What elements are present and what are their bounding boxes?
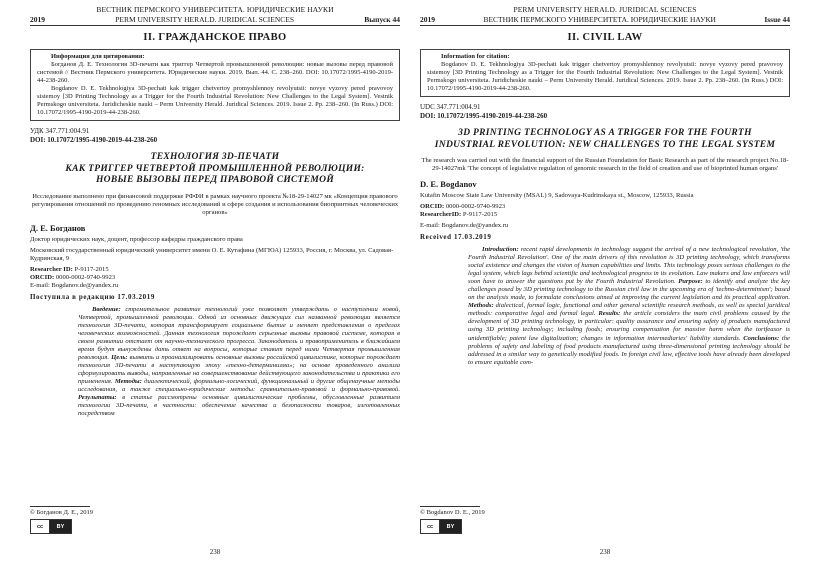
abstract-label: Введение: (92, 305, 121, 313)
author-degree: Доктор юридических наук, доцент, профессор кафедры гражданского права (30, 235, 243, 243)
right-page (420, 0, 790, 580)
abstract-label: Методы: (114, 377, 142, 385)
orcid: 0000-0002-9740-9923 (55, 273, 116, 281)
abstract-label: Purpose: (678, 278, 703, 286)
abstract (78, 306, 400, 419)
researcher-id-label: ResearcherID: (420, 211, 462, 218)
page-number: 238 (599, 548, 611, 556)
orcid-label: ORCID: (420, 203, 445, 210)
abstract-text: the problems of safety and labeling of food products manufactured using three-dimensional printing technology should be addressed in a similar way to genetically modified foods. In foreign civil law, effective tools have already been developed to ensure equitable com- (468, 334, 790, 366)
article-title (30, 152, 400, 187)
udc: UDC 347.771:004.91 (420, 103, 481, 111)
title-line: КАК ТРИГГЕР ЧЕТВЕРТОЙ ПРОМЫШЛЕННОЙ РЕВОЛЮЦИИ: (65, 163, 365, 174)
footnote-rule (30, 506, 90, 507)
citation-en: Bogdanov D. E. Tekhnologiya 3D-pechati kak trigger chetvertoy promyshlennoy revolyutsii: novye vyzovy pered pravovoy sistemoy [3D Printing Technology as a Trigger for the Fourth Industrial Revolution: New Challenges to the Legal System]. Vestnik Permskogo universiteta. Juridicheskie nauki – Perm University Herald. Juridical Sciences. 2019. Issue 2. Pp. 238–260. (In Russ.) DOI: 10.17072/1995-4190-2019-44-238-260. (37, 85, 393, 116)
title-line: ТЕХНОЛОГИЯ 3D-ПЕЧАТИ (150, 152, 280, 162)
journal-header: PERM UNIVERSITY HERALD. JURIDICAL SCIENCES (513, 5, 697, 14)
doi: DOI: 10.17072/1995-4190-2019-44-238-260 (30, 135, 158, 144)
copyright-block (420, 506, 790, 534)
by-label: BY (440, 520, 461, 533)
abstract-label: Результаты: (78, 394, 117, 402)
citation-ru: Богданов Д. Е. Технология 3D-печати как триггер Четвертой промышленной революции: новые вызовы перед правовой системой // Вестник Пермского университета. Юридические науки. 2019. Вып. 44. C. 238–260. DOI: 10.17072/1995-4190-2019-44-238-260. (37, 61, 393, 84)
udc: УДК 347.771:004.91 (30, 127, 90, 135)
title-line: INDUSTRIAL REVOLUTION: NEW CHALLENGES TO THE LEGAL SYSTEM (434, 139, 776, 150)
copyright: © Богданов Д. Е., 2019 (30, 509, 94, 516)
author-affiliation: Московский государственный юридический университет имени О. Е. Кутафина (МГЮА) 125933, Россия, г. Москва, ул. Садовая-Кудринская, 9 (30, 246, 394, 262)
grant-note: Исследование выполнено при финансовой поддержке РФФИ в рамках научного проекта №18-29-14027 мк «Концепция правового регулирования отношений по проведению геномных исследований и сфере создания и использования биопринтных человеческих органов» (31, 192, 399, 216)
journal-title-en: PERM UNIVERSITY HERALD. JURIDICAL SCIENCES (115, 15, 295, 24)
citation-box (420, 49, 790, 97)
abstract-text: recent rapid developments in technology suggest the arrival of a new technological revolution, 'the Fourth Industrial Revolution'. One of the main drivers of this revolution is 3D printing technology, which transforms social existence and changes the vision of human capabilities and limits. This technology poses serious challenges to the legal system, which lags behind scientific and technological progress in its evolution. Law makers and law enforcers will soon have to answer the questions put by the Fourth Industrial Revolution. (468, 246, 790, 286)
doi: DOI: 10.17072/1995-4190-2019-44-238-260 (420, 111, 548, 120)
journal-title-ru: ВЕСТНИК ПЕРМСКОГО УНИВЕРСИТЕТА. ЮРИДИЧЕСКИЕ НАУКИ (483, 15, 716, 24)
abstract-text: the article considers the main civil problems caused by the development of 3D printing technology, in particular: quality assurance and ensuring safety of products manufactured using 3D printing technology; including foods; ensuring compensation for massive harm when the tortfeasor is unidentifiable; patent law digitalization; changes in information intermediaries' liability standards. (468, 310, 790, 342)
author-name: Д. Е. Богданов (30, 222, 86, 233)
citation-title: Information for citation: (441, 53, 510, 60)
author-info (30, 236, 400, 290)
abstract-paragraph (78, 306, 400, 419)
abstract-text: стремительное развитие технологий уже позволяет утверждать о наступлении новой, Четвертой, промышленной революции. Одной из основных движущих сил названной революции является технология 3D-печати, которая трансформирует социальное бытие и меняет представления о пределах человеческих возможностей. Данная технология порождает серьезные вызовы правовой системе, которая в своем развитии отстает от научно-технического прогресса. Законодатель и правоприменитель в ближайшем время будут вынуждены дать ответ на вопросы, которые ставит перед ними Четвертая промышленная революция. (78, 305, 400, 361)
title-line: 3D PRINTING TECHNOLOGY AS A TRIGGER FOR THE FOURTH (458, 128, 752, 138)
title-line: НОВЫЕ ВЫЗОВЫ ПЕРЕД ПРАВОВОЙ СИСТЕМОЙ (95, 175, 335, 185)
footnote-rule (420, 506, 480, 507)
researcher-id: P-9117-2015 (74, 265, 109, 273)
copyright-block (30, 506, 400, 534)
author-name: D. E. Bogdanov (420, 179, 477, 189)
orcid: 0000-0002-9740-9923 (445, 203, 506, 210)
author-info (420, 192, 790, 230)
issue: Выпуск 44 (364, 15, 400, 24)
copyright: © Bogdanov D. E., 2019 (420, 509, 485, 516)
grant-note: The research was carried out with the financial support of the Russian Foundation for Basic Research as part of the research project No.18-29-14027mk 'The concept of legislative regulation of genomic research in the field of creation and use of bioprinted human organs' (421, 157, 789, 172)
year: 2019 (420, 15, 435, 24)
abstract-label: Methods: (468, 302, 494, 310)
abstract-label: Introduction: (482, 246, 519, 253)
email: E-mail: Bogdanov.de@yandex.ru (30, 281, 119, 289)
citation-title: Информация для цитирования: (51, 53, 145, 60)
abstract-text: в статье рассмотрены основные цивилистические проблемы, обусловленные развитием технологии 3D-печати, в частности: обеспечение качества и безопасности товаров, изготовленных посредством (78, 394, 400, 418)
year: 2019 (30, 15, 45, 24)
by-label: BY (50, 520, 71, 533)
journal-subheader (30, 15, 400, 26)
article-title (420, 128, 790, 151)
journal-subheader (420, 15, 790, 26)
abstract-label: Цель: (111, 353, 128, 361)
abstract-text: выявить и проанализировать основные вызовы российской цивилистике, которые порождает технология 3D-печати в наступающую эпоху «техно-детерминизма»; на основе проведенного анализа сформулировать выводы, направленные на совершенствование действующего законодательства и практики его применения. (78, 353, 400, 385)
abstract-paragraph (468, 246, 790, 367)
citation-en: Bogdanov D. E. Tekhnologiya 3D-pechati kak trigger chetvertoy promyshlennoy revolyutsii: novye vyzovy pered pravovoy sistemoy [3D Printing Technology as a Trigger for the Fourth Industrial Revolution: New Challenges to the Legal System]. Vestnik Permskogo universiteta. Juridicheskie nauki – Perm University Herald. Juridical Sciences. 2019. Issue 2. Pp. 238–260. (In Russ.) DOI: 10.17072/1995-4190-2019-44-238-260. (427, 61, 783, 92)
cc-label: cc (31, 520, 50, 533)
issue: Issue 44 (764, 15, 790, 24)
researcher-id-label: Researcher ID: (30, 265, 73, 273)
orcid-label: ORCID: (30, 273, 55, 281)
cc-by-license-icon (420, 519, 462, 534)
cc-by-license-icon (30, 519, 72, 534)
email: E-mail: Bogdanov.de@yandex.ru (420, 222, 509, 229)
cc-label: cc (421, 520, 440, 533)
left-page (30, 0, 400, 580)
page-number: 238 (209, 548, 221, 556)
received-date: Поступила в редакцию 17.03.2019 (30, 292, 155, 301)
journal-header: ВЕСТНИК ПЕРМСКОГО УНИВЕРСИТЕТА. ЮРИДИЧЕСКИЕ НАУКИ (96, 5, 334, 14)
abstract (468, 246, 790, 367)
abstract-text: dialectical, formal logic, functional and other general scientific research methods, as well as special juridical methods: comparative legal and formal legal. (468, 302, 790, 318)
abstract-label: Conclusions: (743, 334, 780, 342)
section-title: II. CIVIL LAW (567, 32, 643, 43)
citation-box (30, 49, 400, 121)
abstract-label: Results: (598, 310, 621, 318)
author-affiliation: Kutafin Moscow State Law University (MSAL) 9, Sadovaya-Kudrinskaya st., Moscow, 125933, Russia (420, 192, 694, 199)
abstract-text: to identify and analyze the key challenges posed by 3D printing technology to the Russian civil law in the upcoming era of 'techno-determinism'; based on the analysis made, to formulate conclusions aimed at improving the current legislation and its practical application. (468, 278, 790, 302)
section-title: II. ГРАЖДАНСКОЕ ПРАВО (143, 32, 287, 43)
researcher-id: P-9117-2015 (462, 211, 498, 218)
received-date: Received 17.03.2019 (420, 233, 492, 241)
abstract-text: диалектический, формально-логический, функциональный и другие общенаучные методы исследования, а также специально-юридические методы: сравнительно-правовой и формально-правовой. (78, 377, 400, 393)
